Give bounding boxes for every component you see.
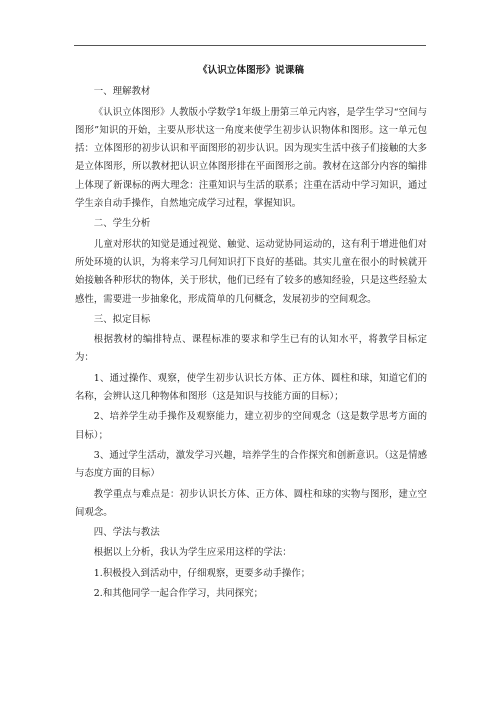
goal-item-1: 1、通过操作、观察，使学生初步认识长方体、正方体、圆柱和球，知道它们的名称，会辨认这几种物体和图形（这是知识与技能方面的目标）； (75, 372, 427, 403)
paragraph-2: 儿童对形状的知觉是通过视觉、触觉、运动觉协同运动的，这有利于增进他们对所处环境的认识，为将来学习几何知识打下良好的基础。其实儿童在很小的时候就开始接触各种形状的物体，关于形状，他们已经有了较多的感知经验，只是这些经验太感性，需要进一步抽象化，形成简单的几何概念，发展初步的空间观念。 (75, 238, 427, 305)
method-item-1: 1.积极投入到活动中，仔细观察，更要多动手操作； (93, 567, 311, 579)
section-heading-2: 二、学生分析 (93, 218, 151, 230)
paragraph-1: 《认识立体图形》人教版小学数学1年级上册第三单元内容，是学生学习“空间与图形”知识的开始，主要从形状这一角度来使学生初步认识物体和图形。这一单元包括：立体图形的初步认识和平面图形的初步认识。因为现实生活中孩子们接触的大多是立体图形，所以教材把认识立体图形排在平面图形之前。教材在这部分内容的编排上体现了新课标的两大理念：注重知识与生活的联系；注重在活动中学习知识，通过学生亲自动手操作，自然地完成学习过程，掌握知识。 (75, 106, 427, 210)
section-heading-1: 一、理解教材 (93, 86, 151, 98)
header-rule (74, 45, 426, 46)
document-title: 《认识立体图形》说课稿 (197, 65, 305, 76)
document-body (75, 62, 427, 605)
goal-item-3: 3、通过学生活动，激发学习兴趣，培养学生的合作探究和创新意识。（这是情感与态度方面的目标） (75, 449, 427, 480)
goal-item-2: 2、培养学生动手操作及观察能力，建立初步的空间观念（这是数学思考方面的目标）； (75, 411, 427, 441)
method-item-2: 2.和其他同学一起合作学习，共同探究； (93, 588, 264, 600)
paragraph-3: 根据教材的编排特点、课程标准的要求和学生已有的认知水平，将教学目标定为： (75, 334, 427, 364)
section-heading-3: 三、拟定目标 (93, 313, 151, 325)
key-points-paragraph: 教学重点与难点是：初步认识长方体、正方体、圆柱和球的实物与图形，建立空间观念。 (75, 488, 427, 518)
paragraph-4: 根据以上分析，我认为学生应采用这样的学法： (93, 547, 292, 559)
section-heading-4: 四、学法与教法 (93, 527, 160, 539)
